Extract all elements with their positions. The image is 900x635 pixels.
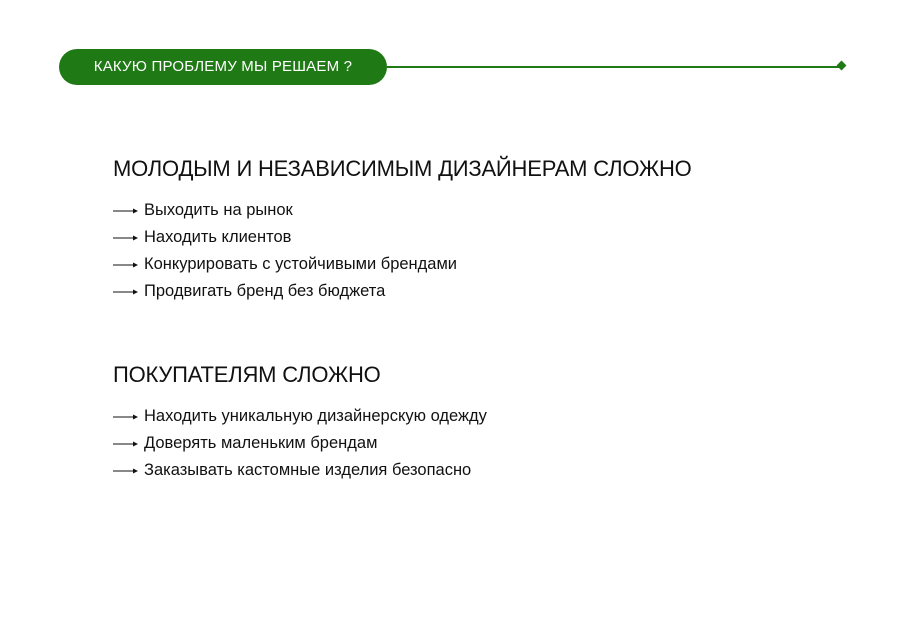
buyers-list — [113, 403, 813, 484]
arrow-right-icon — [113, 207, 139, 215]
buyers-section — [113, 360, 813, 484]
header-divider-line — [387, 66, 839, 68]
designers-list — [113, 197, 813, 305]
list-item — [113, 278, 813, 305]
list-item — [113, 457, 813, 484]
list-item-text: Доверять маленьким брендам — [144, 434, 378, 452]
arrow-right-icon — [113, 261, 139, 269]
list-item-text: Выходить на рынок — [144, 201, 293, 219]
arrow-right-icon — [113, 234, 139, 242]
list-item-text: Заказывать кастомные изделия безопасно — [144, 461, 472, 479]
diamond-icon — [837, 61, 847, 71]
list-item — [113, 430, 813, 457]
arrow-right-icon — [113, 467, 139, 475]
list-item-text: Продвигать бренд без бюджета — [144, 282, 386, 300]
list-item — [113, 197, 813, 224]
arrow-right-icon — [113, 288, 139, 296]
designers-section — [113, 154, 813, 305]
section-title: КАКУЮ ПРОБЛЕМУ МЫ РЕШАЕМ ? — [93, 58, 353, 75]
list-item-text: Находить клиентов — [144, 228, 292, 246]
list-item-text: Находить уникальную дизайнерскую одежду — [144, 407, 487, 425]
arrow-right-icon — [113, 440, 139, 448]
arrow-right-icon — [113, 413, 139, 421]
list-item-text: Конкурировать с устойчивыми брендами — [144, 255, 458, 273]
list-item — [113, 403, 813, 430]
section-title-pill — [59, 49, 387, 85]
buyers-heading: ПОКУПАТЕЛЯМ СЛОЖНО — [113, 362, 381, 387]
list-item — [113, 251, 813, 278]
list-item — [113, 224, 813, 251]
designers-heading: МОЛОДЫМ И НЕЗАВИСИМЫМ ДИЗАЙНЕРАМ СЛОЖНО — [113, 156, 692, 181]
